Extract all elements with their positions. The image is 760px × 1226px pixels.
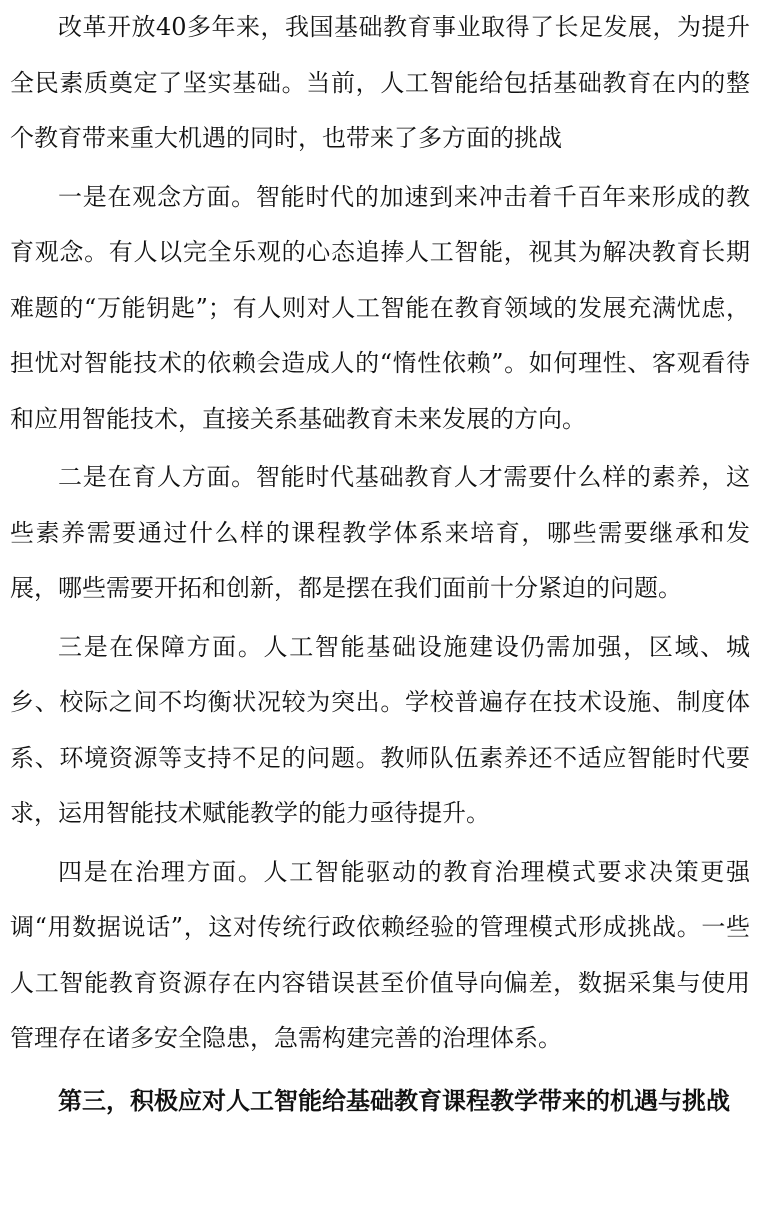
paragraph-education: 二是在育人方面。智能时代基础教育人才需要什么样的素养，这些素养需要通过什么样的课程教学体系来培育，哪些需要继承和发展，哪些需要开拓和创新，都是摆在我们面前十分紧迫的问题。 [10, 463, 750, 602]
document-page [10, 0, 750, 1130]
paragraph-support: 三是在保障方面。人工智能基础设施建设仍需加强，区域、城乡、校际之间不均衡状况较为突出。学校普遍存在技术设施、制度体系、环境资源等支持不足的问题。教师队伍素养还不适应智能时代要求，运用智能技术赋能教学的能力亟待提升。 [10, 632, 750, 827]
section-heading: 第三，积极应对人工智能给基础教育课程教学带来的机遇与挑战 [58, 1086, 730, 1115]
paragraph-concept: 一是在观念方面。智能时代的加速到来冲击着千百年来形成的教育观念。有人以完全乐观的心态追捧人工智能，视其为解决教育长期难题的“万能钥匙”；有人则对人工智能在教育领域的发展充满忧虑，担忧对智能技术的依赖会造成人的“惰性依赖”。如何理性、客观看待和应用智能技术，直接关系基础教育未来发展的方向。 [10, 182, 750, 433]
paragraph-intro: 改革开放40多年来，我国基础教育事业取得了长足发展，为提升全民素质奠定了坚实基础。当前，人工智能给包括基础教育在内的整个教育带来重大机遇的同时，也带来了多方面的挑战 [10, 13, 750, 152]
paragraph-governance: 四是在治理方面。人工智能驱动的教育治理模式要求决策更强调“用数据说话”，这对传统行政依赖经验的管理模式形成挑战。一些人工智能教育资源存在内容错误甚至价值导向偏差，数据采集与使用管理存在诸多安全隐患，急需构建完善的治理体系。 [10, 857, 750, 1052]
